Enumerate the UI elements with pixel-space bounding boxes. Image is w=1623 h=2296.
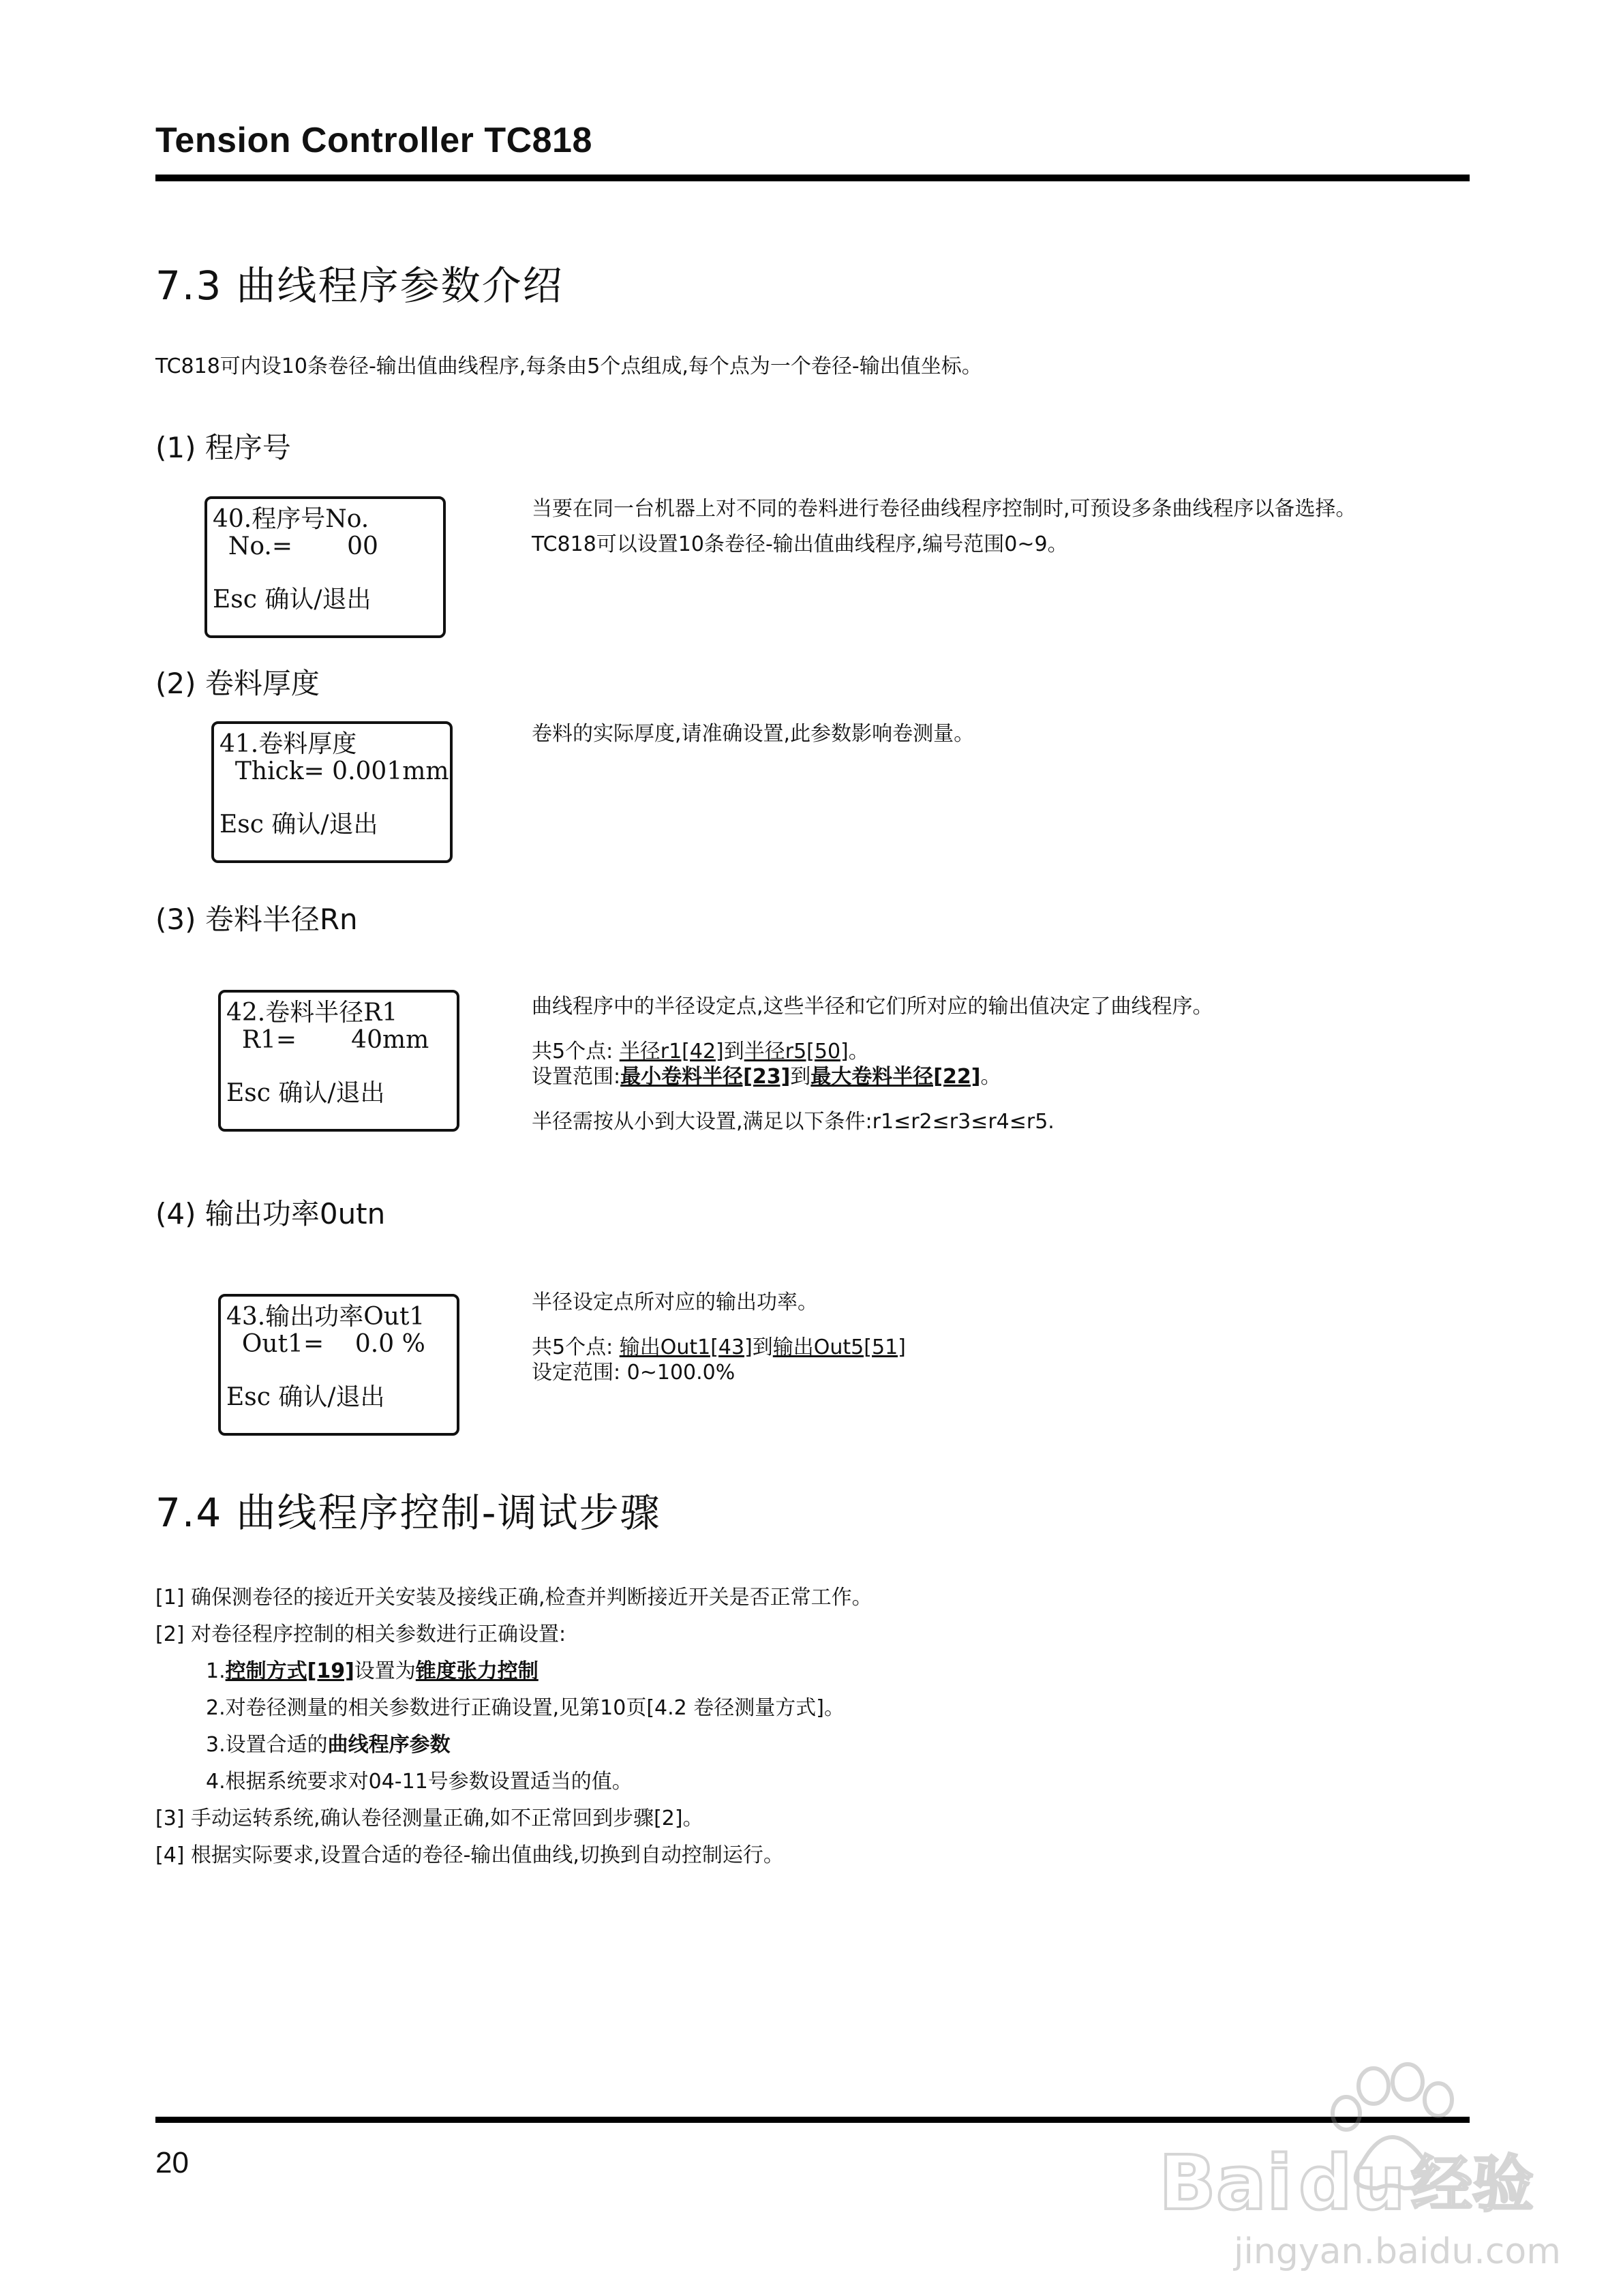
lcd-line: Esc 确认/退出 <box>226 1383 385 1411</box>
param-heading-radius: (3) 卷料半径Rn <box>155 903 358 936</box>
steps-list <box>155 1580 1451 1867</box>
desc-text: TC818可以设置10条卷径-输出值曲线程序,编号范围0~9。 <box>532 532 1068 556</box>
sub-step-item: 4.根据系统要求对04-11号参数设置适当的值。 <box>206 1770 633 1794</box>
lcd-line: Esc 确认/退出 <box>226 1079 385 1107</box>
section-title-7-3: 7.3 曲线程序参数介绍 <box>155 262 564 309</box>
text: 到 <box>723 1039 744 1063</box>
lcd-line: Esc 确认/退出 <box>219 811 378 839</box>
param-link-control-mode[interactable]: 控制方式[19] <box>225 1659 354 1683</box>
condition-text: 半径需按从小到大设置,满足以下条件:r1≤r2≤r3≤r4≤r5. <box>532 1109 1055 1134</box>
step-item: [2] 对卷径程序控制的相关参数进行正确设置: <box>155 1622 566 1646</box>
lcd-line: 41.卷料厚度 <box>219 730 357 758</box>
watermark-brand: Bai <box>1159 2139 1292 2226</box>
watermark-cn: 经验 <box>1411 2149 1534 2220</box>
param-link-out1[interactable]: 输出Out1[43] <box>619 1335 753 1359</box>
sub-step-item <box>206 1654 539 1684</box>
param-link-max-radius[interactable]: 最大卷料半径[22] <box>810 1065 981 1089</box>
lcd-line: 40.程序号No. <box>213 505 369 533</box>
desc-text: 卷料的实际厚度,请准确设置,此参数影响卷测量。 <box>532 722 975 746</box>
text: 。 <box>848 1039 869 1063</box>
header-rule <box>155 175 1470 181</box>
lcd-line: R1= 40mm <box>226 1026 429 1054</box>
range-line: 设定范围: 0~100.0% <box>532 1361 735 1385</box>
lcd-panel-program-no <box>204 496 446 638</box>
lcd-line: Esc 确认/退出 <box>213 586 371 614</box>
param-desc-program-no <box>532 496 1472 557</box>
lcd-line: Out1= 0.0 % <box>226 1330 425 1358</box>
param-desc-output <box>532 1290 1472 1386</box>
paw-icon <box>1138 2059 1575 2284</box>
param-desc-radius <box>532 994 1472 1134</box>
text: 设置范围: <box>532 1065 621 1089</box>
param-link-taper-tension[interactable]: 锥度张力控制 <box>415 1659 539 1683</box>
text: 共5个点: <box>532 1335 620 1359</box>
param-heading-output: (4) 输出功率0utn <box>155 1197 386 1230</box>
range-line <box>532 1064 1472 1090</box>
param-link-r1[interactable]: 半径r1[42] <box>619 1039 724 1063</box>
lcd-line: 43.输出功率Out1 <box>226 1303 425 1331</box>
page-number: 20 <box>155 2146 189 2179</box>
param-heading-thickness: (2) 卷料厚度 <box>155 667 320 700</box>
sub-step-item <box>206 1727 451 1757</box>
section-intro: TC818可内设10条卷径-输出值曲线程序,每条由5个点组成,每个点为一个卷径-输出值坐标。 <box>155 354 982 378</box>
desc-text: 曲线程序中的半径设定点,这些半径和它们所对应的输出值决定了曲线程序。 <box>532 995 1213 1018</box>
baidu-watermark-logo <box>1138 2059 1575 2284</box>
lcd-panel-output <box>218 1294 459 1436</box>
text: 3.设置合适的 <box>206 1733 328 1757</box>
step-item: [1] 确保测卷径的接近开关安装及接线正确,检查并判断接近开关是否正常工作。 <box>155 1586 873 1610</box>
section-title-7-4: 7.4 曲线程序控制-调试步骤 <box>155 1490 661 1536</box>
lcd-panel-radius <box>218 990 459 1132</box>
param-link-min-radius[interactable]: 最小卷料半径[23] <box>620 1065 791 1089</box>
watermark-url: jingyan.baidu.com <box>1234 2231 1561 2272</box>
text: 到 <box>752 1335 773 1359</box>
step-item: [3] 手动运转系统,确认卷径测量正确,如不正常回到步骤[2]。 <box>155 1807 703 1830</box>
lcd-line: 42.卷料半径R1 <box>226 999 398 1027</box>
param-link-out5[interactable]: 输出Out5[51] <box>772 1335 906 1359</box>
lcd-panel-thickness <box>211 721 453 863</box>
watermark-brand-2: du <box>1299 2139 1406 2226</box>
desc-text: 半径设定点所对应的输出功率。 <box>532 1290 818 1314</box>
header-title: Tension Controller TC818 <box>155 121 592 160</box>
text: 。 <box>980 1065 1001 1089</box>
param-heading-program-no: (1) 程序号 <box>155 431 291 464</box>
text: 共5个点: <box>532 1039 620 1063</box>
lcd-line: No.= 00 <box>213 532 378 560</box>
text: 到 <box>790 1065 811 1089</box>
points-line <box>532 1039 1472 1065</box>
param-desc-thickness <box>532 721 1472 747</box>
step-item: [4] 根据实际要求,设置合适的卷径-输出值曲线,切换到自动控制运行。 <box>155 1843 784 1867</box>
param-link-r5[interactable]: 半径r5[50] <box>744 1039 849 1063</box>
lcd-line: Thick= 0.001mm <box>219 757 449 785</box>
text: 设置为 <box>354 1659 416 1683</box>
points-line <box>532 1335 1472 1361</box>
desc-text: 当要在同一台机器上对不同的卷料进行卷径曲线程序控制时,可预设多条曲线程序以备选择。 <box>532 497 1356 521</box>
emphasis-text: 曲线程序参数 <box>327 1733 451 1757</box>
sub-step-item: 2.对卷径测量的相关参数进行正确设置,见第10页[4.2 卷径测量方式]。 <box>206 1696 845 1720</box>
text: 1. <box>206 1659 226 1683</box>
